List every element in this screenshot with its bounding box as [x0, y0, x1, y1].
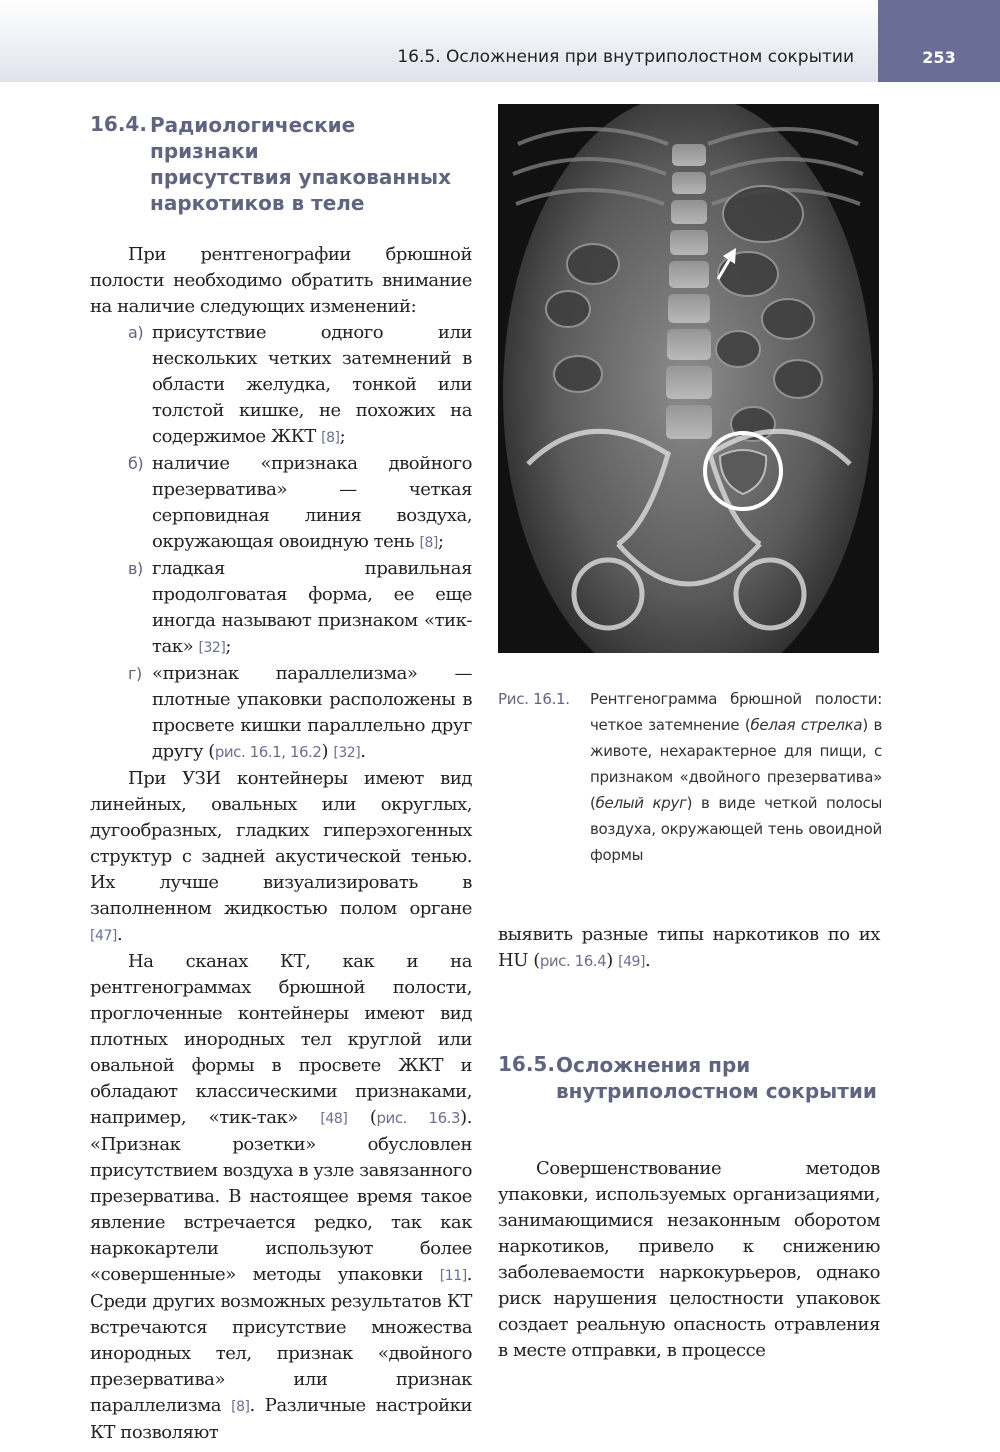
caption-text: Рентгенограмма брюшной полости: четкое затемнение (белая стрелка) в животе, нехарактерное для пищи, с признаком «двойного презерватива» (белый круг) в виде четкой полосы воздуха, окружающей тень овоидной формы: [590, 690, 882, 864]
list-marker: а): [128, 323, 144, 342]
section-number: 16.5.: [498, 1052, 555, 1076]
citation-link[interactable]: [47]: [90, 928, 117, 944]
running-title: 16.5. Осложнения при внутриполостном сокрытии: [397, 47, 854, 67]
xray-image: [498, 104, 879, 653]
section-number: 16.4.: [90, 112, 147, 136]
continuation-paragraph: выявить разные типы наркотиков по их HU (рис. 16.4) [49].: [498, 924, 880, 971]
header-band: [0, 0, 878, 82]
citation-link[interactable]: [32]: [333, 745, 361, 761]
list-item: в) гладкая правильная продолговатая форма, ее еще иногда называют признаком «тик-так» [32];: [128, 558, 472, 657]
list-item: г) «признак параллелизма» — плотные упаковки расположены в просвете кишки параллельно друг другу (рис. 16.1, 16.2) [32].: [128, 663, 472, 762]
intro-paragraph: При рентгенографии брюшной полости необходимо обратить внимание на наличие следующих изменений:: [90, 244, 472, 317]
list-marker: б): [128, 454, 144, 473]
citation-link[interactable]: [8]: [419, 535, 438, 551]
page-header: [0, 0, 1000, 82]
right-column-text: [498, 1156, 880, 1364]
list-marker: г): [128, 664, 142, 683]
list-item: б) наличие «признака двойного презерватива» — четкая серповидная линия воздуха, окружающая овоидную тень [8];: [128, 453, 472, 552]
citation-link[interactable]: [11]: [439, 1268, 467, 1284]
citation-link[interactable]: [8]: [231, 1399, 250, 1415]
heading-line: Радиологические признаки: [150, 113, 356, 163]
heading-line: Осложнения при: [556, 1053, 751, 1077]
heading-line: присутствия упакованных: [150, 165, 451, 189]
figure-link[interactable]: рис. 16.1, 16.2: [214, 743, 322, 761]
citation-link[interactable]: [49]: [618, 954, 646, 970]
list-item: а) присутствие одного или нескольких четких затемнений в области желудка, тонкой или толстой кишке, не похожих на содержимое ЖКТ [8];: [128, 322, 472, 447]
heading-line: наркотиков в теле: [150, 191, 365, 215]
figure-label: Рис. 16.1.: [498, 690, 570, 708]
uzi-paragraph: При УЗИ контейнеры имеют вид линейных, овальных или округлых, дугообразных, гладких гиперэхогенных структур с задней акустической тенью. Их лучше визуализировать в заполненном жидкостью полом органе [47].: [90, 768, 472, 945]
section-16-4-heading: [90, 112, 470, 216]
list-marker: в): [128, 559, 143, 578]
left-column-text: [90, 242, 472, 1446]
right-column-continuation: [498, 922, 880, 975]
complications-paragraph: Совершенствование методов упаковки, используемых организациями, занимающимися незаконным оборотом наркотиков, привело к снижению заболеваемости наркокурьеров, однако риск нарушения целостности упаковок создает реальную опасность отравления в месте отправки, в процессе: [498, 1158, 880, 1361]
page-number: 253: [878, 0, 1000, 82]
section-16-5-heading: [498, 1052, 880, 1104]
citation-link[interactable]: [48]: [320, 1111, 348, 1127]
ct-paragraph: На сканах КТ, как и на рентгенограммах брюшной полости, проглоченные контейнеры имеют вид плотных инородных тел круглой или овальной формы в просвете ЖКТ и обладают классическими признаками, например, «тик-так» [48] (рис. 16.3). «Признак розетки» обусловлен присутствием воздуха в узле завязанного презерватива. В настоящее время такое явление встречается редко, так как наркокартели используют более «совершенные» методы упаковки [11]. Среди других возможных результатов КТ встречаются присутствие множества инородных тел, признак «двойного презерватива» или признак параллелизма [8]. Различные настройки КТ позволяют: [90, 951, 472, 1443]
citation-link[interactable]: [8]: [321, 430, 340, 446]
heading-line: внутриполостном сокрытии: [556, 1079, 877, 1103]
figure-link[interactable]: рис. 16.4: [539, 952, 607, 970]
citation-link[interactable]: [32]: [198, 640, 226, 656]
figure-link[interactable]: рис. 16.3: [376, 1109, 461, 1127]
figure-caption: [498, 686, 882, 868]
